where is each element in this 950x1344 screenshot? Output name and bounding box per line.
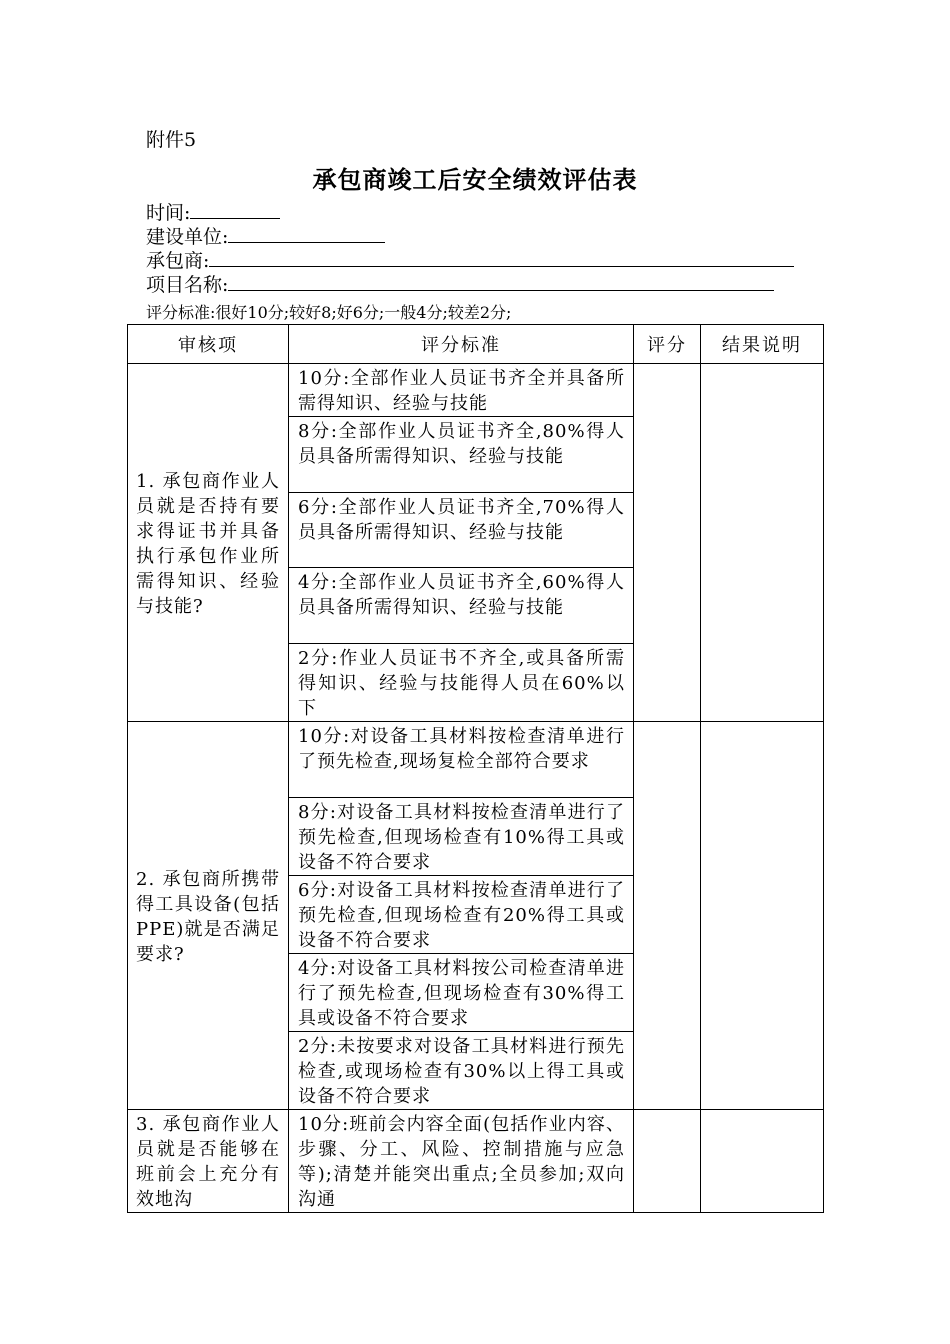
unit-field <box>146 224 385 249</box>
standard-1-6: 6分:全部作业人员证书齐全,70%得人员具备所需得知识、经验与技能 <box>289 493 634 568</box>
header-result: 结果说明 <box>701 325 824 364</box>
standard-1-10: 10分:全部作业人员证书齐全并具备所需得知识、经验与技能 <box>289 364 634 417</box>
attachment-label: 附件5 <box>146 129 197 151</box>
standard-2-2: 2分:未按要求对设备工具材料进行预先检查,或现场检查有30%以上得工具或设备不符合要求 <box>289 1032 634 1110</box>
time-field <box>146 200 280 225</box>
score-cell-1[interactable] <box>634 364 701 722</box>
header-audit-item: 审核项 <box>128 325 289 364</box>
standard-1-2: 2分:作业人员证书不齐全,或具备所需得知识、经验与技能得人员在60%以下 <box>289 644 634 722</box>
standard-3-10: 10分:班前会内容全面(包括作业内容、步骤、分工、风险、控制措施与应急等);清楚并能突出重点;全员参加;双向沟通 <box>289 1110 634 1213</box>
table-row <box>128 1110 824 1213</box>
result-cell-3[interactable] <box>701 1110 824 1213</box>
project-blank[interactable] <box>228 272 774 291</box>
standard-1-8: 8分:全部作业人员证书齐全,80%得人员具备所需得知识、经验与技能 <box>289 417 634 493</box>
audit-item-3: 3. 承包商作业人员就是否能够在班前会上充分有效地沟 <box>128 1110 289 1213</box>
standard-2-4: 4分:对设备工具材料按公司检查清单进行了预先检查,但现场检查有30%得工具或设备不符合要求 <box>289 954 634 1032</box>
score-cell-3[interactable] <box>634 1110 701 1213</box>
contractor-blank[interactable] <box>209 248 794 267</box>
evaluation-table <box>127 324 824 1213</box>
time-blank[interactable] <box>190 200 280 219</box>
standard-2-6: 6分:对设备工具材料按检查清单进行了预先检查,但现场检查有20%得工具或设备不符合要求 <box>289 876 634 954</box>
result-cell-2[interactable] <box>701 722 824 1110</box>
score-cell-2[interactable] <box>634 722 701 1110</box>
standard-1-4: 4分:全部作业人员证书齐全,60%得人员具备所需得知识、经验与技能 <box>289 568 634 644</box>
table-row <box>128 722 824 798</box>
contractor-label: 承包商: <box>146 250 210 272</box>
standard-2-8: 8分:对设备工具材料按检查清单进行了预先检查,但现场检查有10%得工具或设备不符合要求 <box>289 798 634 876</box>
unit-label: 建设单位: <box>146 226 229 248</box>
audit-item-2: 2. 承包商所携带得工具设备(包括PPE)就是否满足要求? <box>128 722 289 1110</box>
table-header-row <box>128 325 824 364</box>
table-row <box>128 364 824 417</box>
page-title: 承包商竣工后安全绩效评估表 <box>312 165 638 194</box>
result-cell-1[interactable] <box>701 364 824 722</box>
project-label: 项目名称: <box>146 274 229 296</box>
unit-blank[interactable] <box>228 224 385 243</box>
standard-2-10: 10分:对设备工具材料按检查清单进行了预先检查,现场复检全部符合要求 <box>289 722 634 798</box>
header-standard: 评分标准 <box>289 325 634 364</box>
scoring-criteria: 评分标准:很好10分;较好8;好6分;一般4分;较差2分; <box>146 303 512 322</box>
project-field <box>146 272 774 297</box>
header-score: 评分 <box>634 325 701 364</box>
audit-item-1: 1. 承包商作业人员就是否持有要求得证书并具备执行承包作业所需得知识、经验与技能? <box>128 364 289 722</box>
time-label: 时间: <box>146 202 191 224</box>
contractor-field <box>146 248 794 273</box>
